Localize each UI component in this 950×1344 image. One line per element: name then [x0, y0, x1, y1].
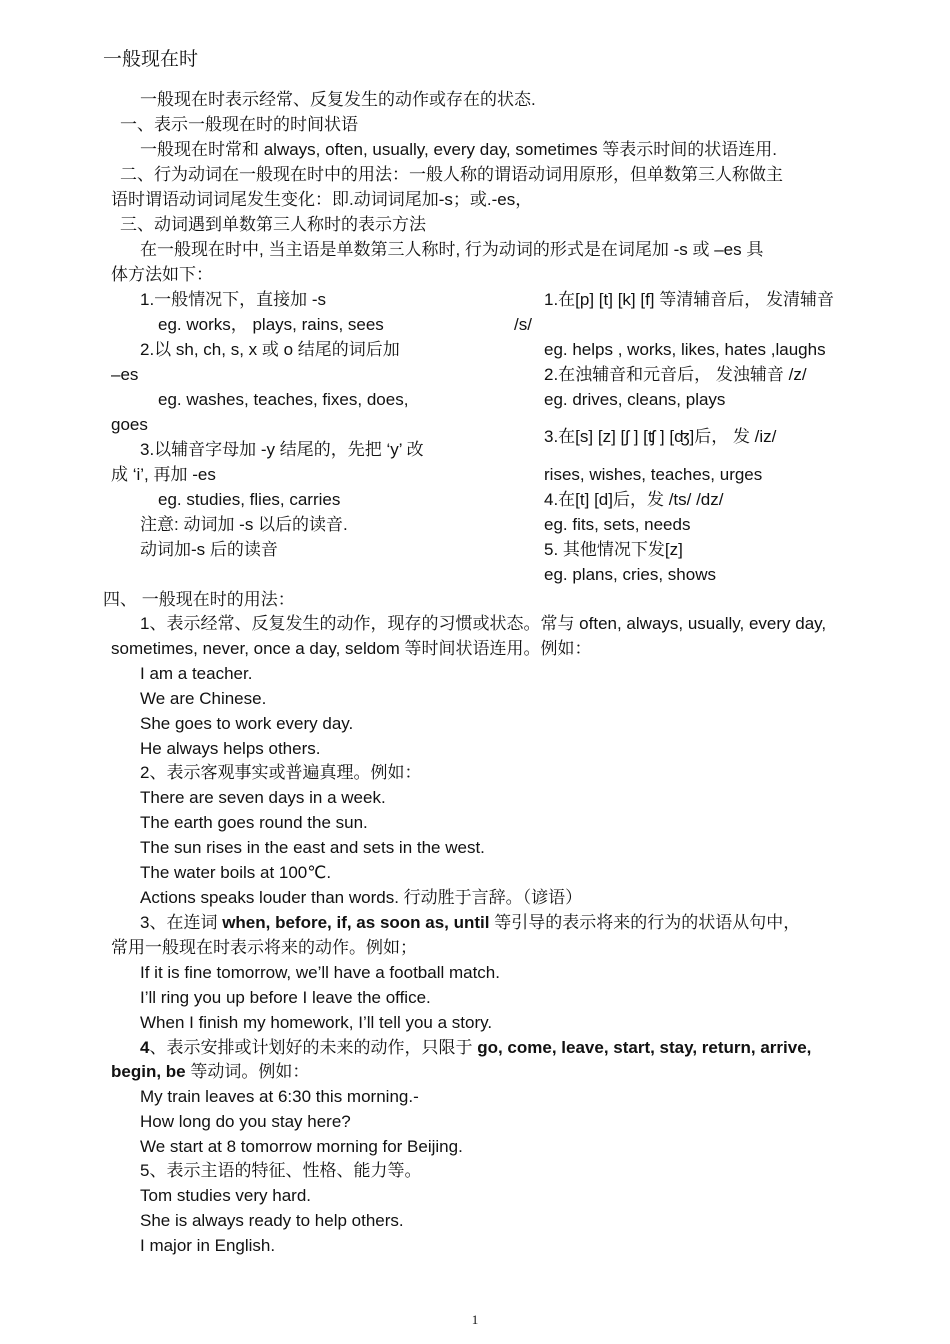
left-col-line: goes: [111, 415, 148, 434]
example-sentence: I’ll ring you up before I leave the office.: [140, 988, 431, 1007]
left-col-line: eg. washes, teaches, fixes, does,: [158, 390, 409, 409]
left-col-line: 成 ‘i’, 再加 -es: [111, 465, 216, 484]
left-col-line: 2.以 sh, ch, s, x 或 o 结尾的词后加: [140, 340, 400, 359]
usage-3-line-1: [140, 911, 800, 935]
usage-4-line-1: [140, 1036, 811, 1060]
example-sentence: I am a teacher.: [140, 664, 253, 683]
usage-2-line: 2、表示客观事实或普遍真理。例如：: [140, 763, 422, 782]
section-1-body: 一般现在时常和 always, often, usually, every day, sometimes 等表示时间的状语连用.: [140, 140, 778, 159]
usage-3-prefix: 3、在连词: [140, 913, 223, 932]
left-col-line: eg. works， plays, rains, sees: [158, 315, 384, 334]
right-col-line: eg. plans, cries, shows: [544, 565, 716, 584]
usage-4-verbs: go, come, leave, start, stay, return, arrive,: [477, 1038, 812, 1057]
usage-3-conjunctions: when, before, if, as soon as, until: [222, 913, 490, 932]
example-sentence: My train leaves at 6:30 this morning.-: [140, 1087, 419, 1106]
right-col-line: 4.在[t] [d]后，发 /ts/ /dz/: [544, 490, 724, 509]
usage-4-suffix: 等动词。例如：: [185, 1062, 310, 1081]
right-col-line: 2.在浊辅音和元音后， 发浊辅音 /z/: [544, 365, 807, 384]
section-2-line-1: 二、行为动词在一般现在时中的用法：一般人称的谓语动词用原形，但单数第三人称做主: [120, 165, 783, 184]
section-4-heading: 四、 一般现在时的用法：: [103, 590, 295, 609]
page-number: 1: [471, 1312, 479, 1327]
left-col-line: –es: [111, 365, 139, 384]
example-sentence: The earth goes round the sun.: [140, 813, 368, 832]
left-col-line: 注意: 动词加 -s 以后的读音.: [140, 515, 348, 534]
section-3-body-1: 在一般现在时中, 当主语是单数第三人称时, 行为动词的形式是在词尾加 -s 或 –es 具: [140, 240, 764, 259]
left-col-line: 1.一般情况下，直接加 -s: [140, 290, 327, 309]
example-sentence: We are Chinese.: [140, 689, 267, 708]
example-sentence: I major in English.: [140, 1236, 276, 1255]
usage-4-prefix: 、表示安排或计划好的未来的动作，只限于: [149, 1038, 478, 1057]
section-2-line-2: 语时谓语动词词尾发生变化：即.动词词尾加-s；或.-es，: [111, 190, 533, 209]
section-1-heading: 一、表示一般现在时的时间状语: [120, 115, 358, 134]
right-col-line: eg. helps , works, likes, hates ,laughs: [544, 340, 826, 359]
left-col-line: 动词加-s 后的读音: [140, 540, 278, 559]
example-sentence: If it is fine tomorrow, we’ll have a football match.: [140, 963, 500, 982]
page-title: 一般现在时: [103, 49, 199, 70]
usage-3-suffix: 等引导的表示将来的行为的状语从句中，: [489, 913, 801, 932]
example-sentence: She is always ready to help others.: [140, 1211, 404, 1230]
example-sentence: There are seven days in a week.: [140, 788, 386, 807]
usage-3-line-2: 常用一般现在时表示将来的动作。例如；: [111, 938, 417, 957]
right-col-line: rises, wishes, teaches, urges: [544, 465, 763, 484]
usage-5-line: 5、表示主语的特征、性格、能力等。: [140, 1161, 422, 1180]
right-col-line: 5. 其他情况下发[z]: [544, 540, 683, 559]
section-3-heading: 三、动词遇到单数第三人称时的表示方法: [120, 215, 426, 234]
usage-1-line-1: 1、表示经常、反复发生的动作，现存的习惯或状态。常与 often, always, usually, every day,: [140, 614, 827, 633]
section-3-body-2: 体方法如下：: [111, 265, 213, 284]
right-col-line: eg. fits, sets, needs: [544, 515, 691, 534]
usage-4-verbs-2: begin, be: [111, 1062, 186, 1081]
example-sentence: Tom studies very hard.: [140, 1186, 312, 1205]
intro-text: 一般现在时表示经常、反复发生的动作或存在的状态.: [140, 90, 536, 109]
example-sentence: The sun rises in the east and sets in the west.: [140, 838, 485, 857]
usage-4-number: 4: [140, 1038, 150, 1057]
example-sentence: He always helps others.: [140, 739, 321, 758]
example-sentence: Actions speaks louder than words. 行动胜于言辞。（谚语）: [140, 888, 583, 907]
example-sentence: She goes to work every day.: [140, 714, 354, 733]
left-col-line: 3.以辅音字母加 -y 结尾的，先把 ‘y’ 改: [140, 440, 424, 459]
usage-1-line-2: sometimes, never, once a day, seldom 等时间状语连用。例如：: [111, 639, 592, 658]
left-col-line: eg. studies, flies, carries: [158, 490, 341, 509]
example-sentence: We start at 8 tomorrow morning for Beijing.: [140, 1137, 463, 1156]
right-col-line: /s/: [514, 315, 532, 334]
example-sentence: When I finish my homework, I’ll tell you a story.: [140, 1013, 493, 1032]
right-col-line: eg. drives, cleans, plays: [544, 390, 726, 409]
right-col-line: 3.在[s] [z] [ʃ ] [ʧ ] [ʤ]后， 发 /iz/: [544, 427, 777, 446]
right-col-line: 1.在[p] [t] [k] [f] 等清辅音后， 发清辅音: [544, 290, 834, 309]
example-sentence: The water boils at 100℃.: [140, 863, 332, 882]
usage-4-line-2: [111, 1060, 309, 1084]
example-sentence: How long do you stay here?: [140, 1112, 351, 1131]
